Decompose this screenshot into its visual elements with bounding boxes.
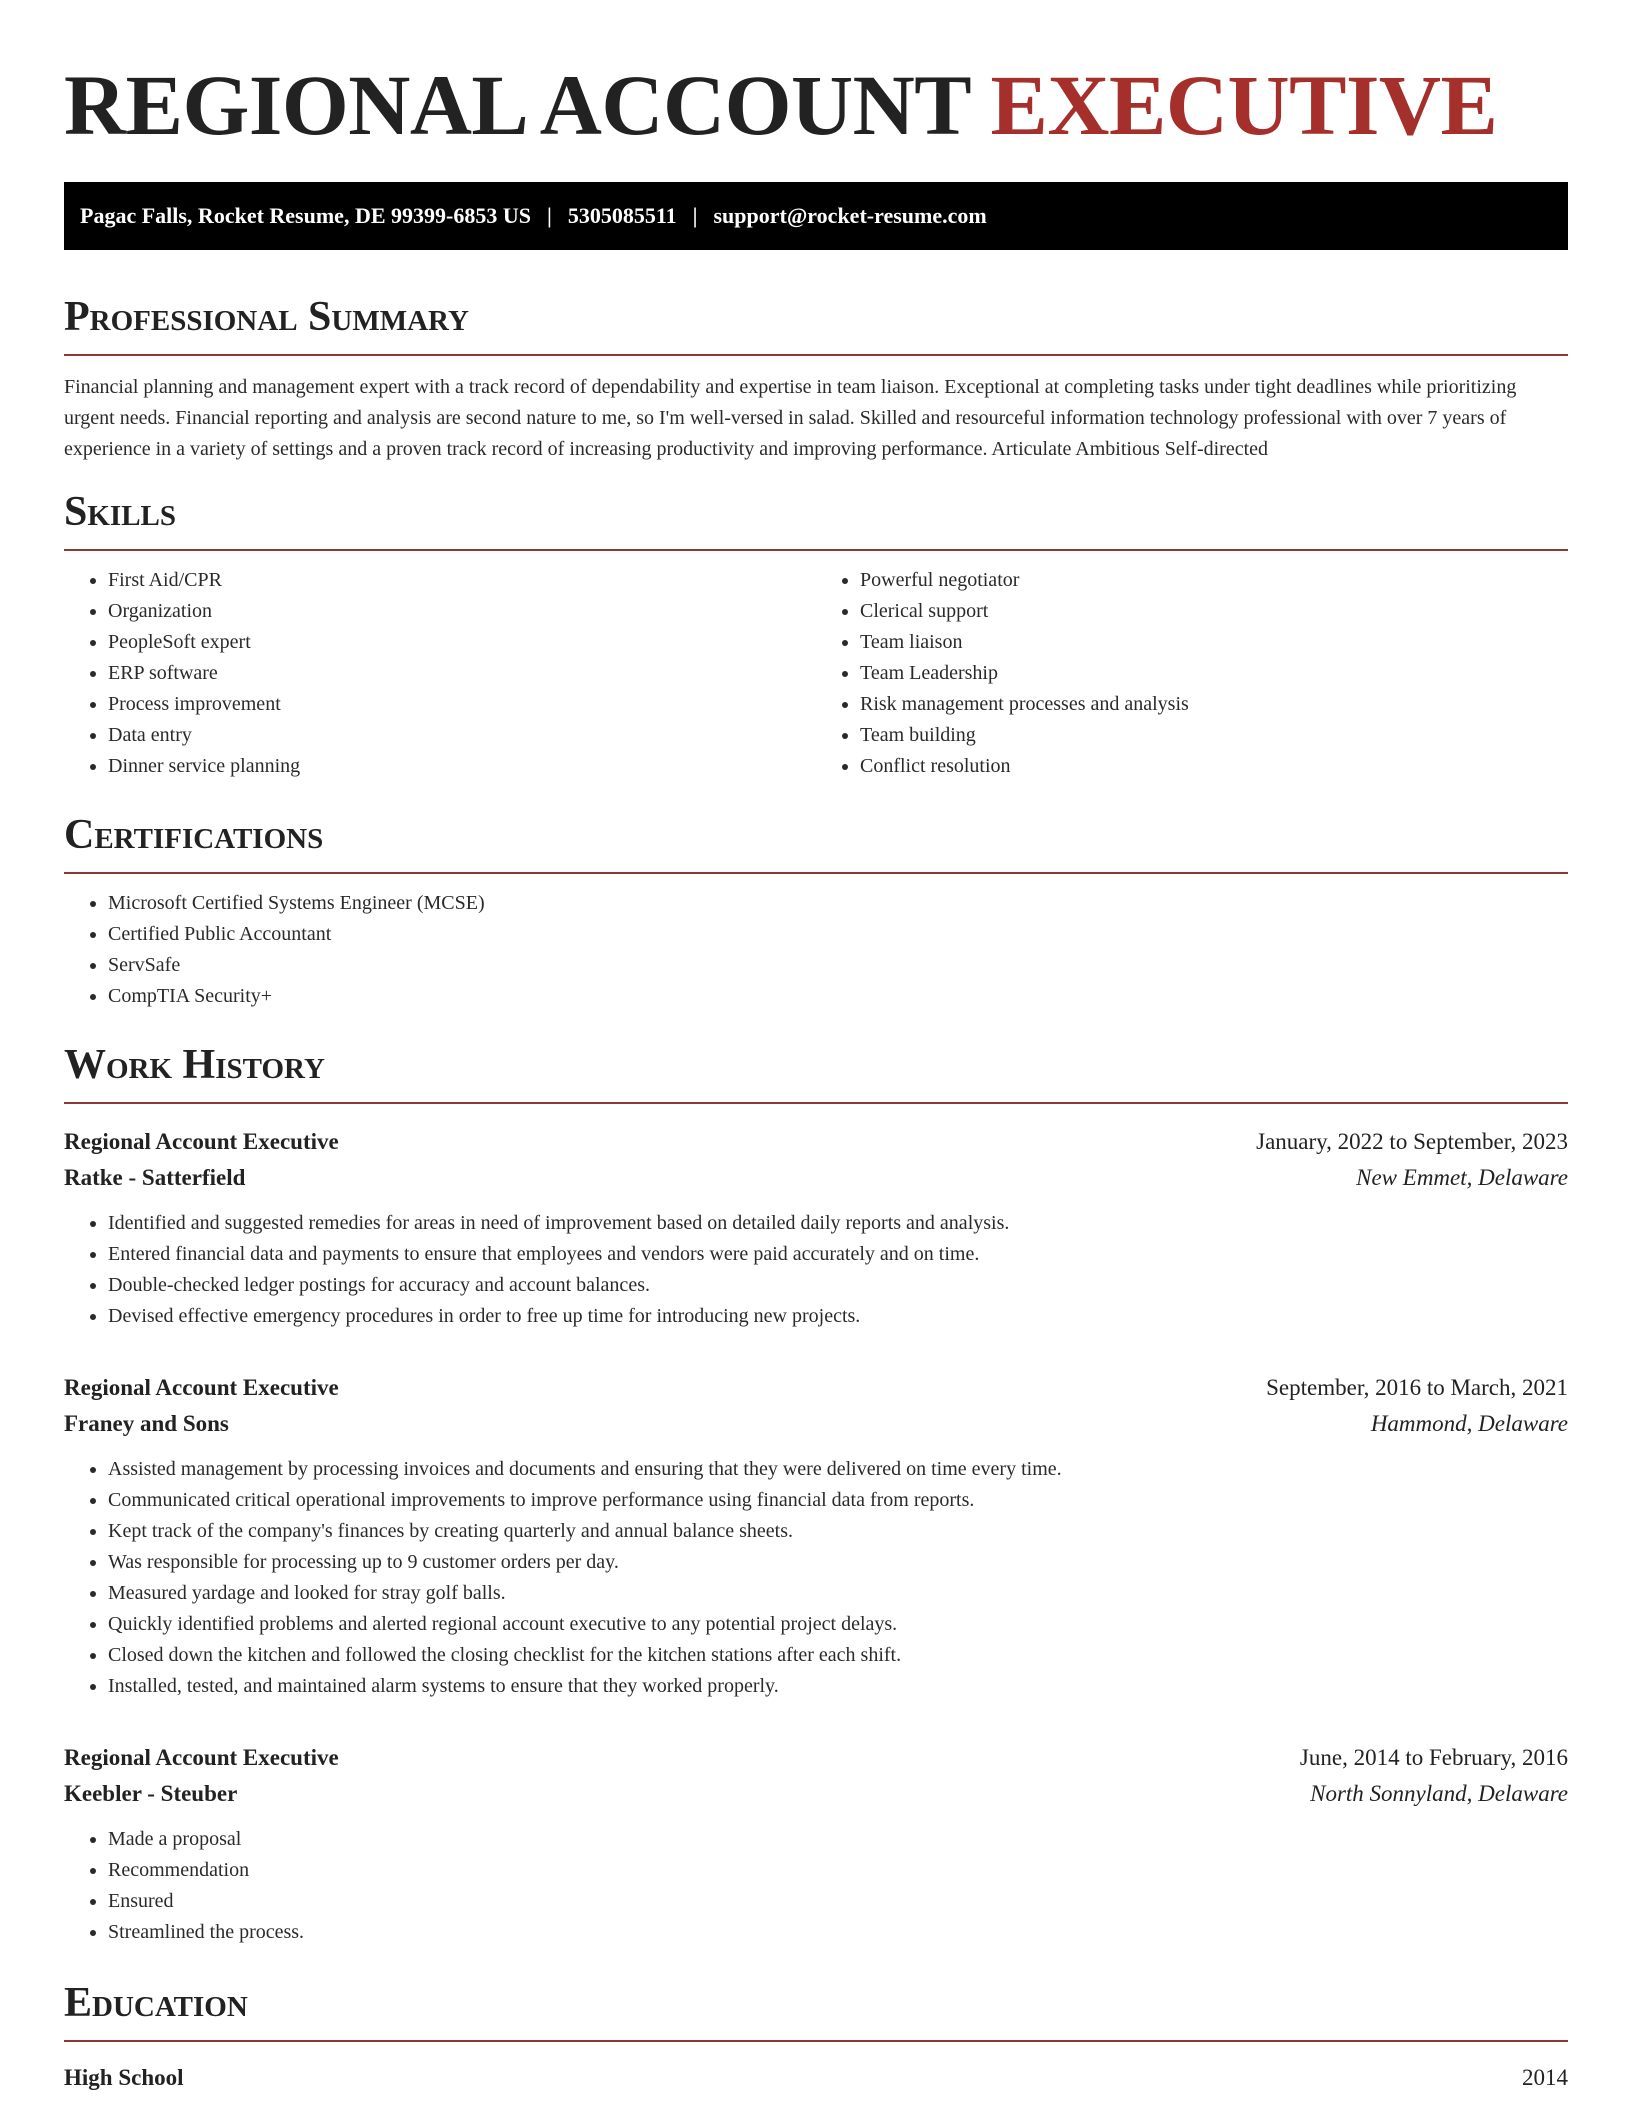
job-company: Ratke - Satterfield <box>64 1165 246 1190</box>
certification-item: • Microsoft Certified Systems Engineer (MCSE) <box>108 888 1568 919</box>
skill-item: • Process improvement <box>108 689 816 720</box>
certification-item: • Certified Public Accountant <box>108 919 1568 950</box>
job-title: Regional Account Executive <box>64 1129 339 1154</box>
job-entry <box>64 1124 1568 1332</box>
certifications-list <box>64 888 1568 1012</box>
contact-bar <box>64 182 1568 250</box>
education-degree: High School <box>64 2065 184 2090</box>
job-bullet: • Kept track of the company's finances by creating quarterly and annual balance sheets. <box>108 1516 1568 1547</box>
contact-phone: 5305085511 <box>567 203 677 228</box>
skill-item: • First Aid/CPR <box>108 565 816 596</box>
contact-separator: | <box>546 203 552 228</box>
job-row-title <box>64 1740 1568 1776</box>
job-bullet: • Installed, tested, and maintained alarm systems to ensure that they worked properly. <box>108 1671 1568 1702</box>
skill-item: • Data entry <box>108 720 816 751</box>
job-row-company <box>64 1160 1568 1196</box>
skill-item: • PeopleSoft expert <box>108 627 816 658</box>
skill-item: • Dinner service planning <box>108 751 816 782</box>
job-bullets <box>64 1208 1568 1332</box>
job-bullets <box>64 1454 1568 1702</box>
summary-section <box>64 296 1568 465</box>
job-bullet: • Double-checked ledger postings for accuracy and account balances. <box>108 1270 1568 1301</box>
contact-email: support@rocket-resume.com <box>713 203 987 228</box>
skill-item: • Clerical support <box>860 596 1568 627</box>
certifications-heading: Certifications <box>64 814 1568 874</box>
skill-item: • Organization <box>108 596 816 627</box>
work-history-heading: Work History <box>64 1044 1568 1104</box>
title-main: REGIONAL ACCOUNT <box>64 57 970 153</box>
certification-item: • CompTIA Security+ <box>108 981 1568 1012</box>
contact-address: Pagac Falls, Rocket Resume, DE 99399-6853 US <box>80 203 531 228</box>
job-title: Regional Account Executive <box>64 1745 339 1770</box>
job-company: Keebler - Steuber <box>64 1781 238 1806</box>
job-location: North Sonnyland, Delaware <box>1310 1781 1568 1806</box>
job-bullet: • Measured yardage and looked for stray golf balls. <box>108 1578 1568 1609</box>
job-bullet: • Devised effective emergency procedures in order to free up time for introducing new projects. <box>108 1301 1568 1332</box>
job-bullet: • Entered financial data and payments to ensure that employees and vendors were paid accurately and on time. <box>108 1239 1568 1270</box>
contact-separator: | <box>692 203 698 228</box>
job-row-title <box>64 1124 1568 1160</box>
skills-heading: Skills <box>64 491 1568 551</box>
job-bullet: • Quickly identified problems and alerted regional account executive to any potential project delays. <box>108 1609 1568 1640</box>
job-location: Hammond, Delaware <box>1370 1411 1568 1436</box>
title-accent: EXECUTIVE <box>990 57 1498 153</box>
skills-section <box>64 491 1568 782</box>
summary-heading: Professional Summary <box>64 296 1568 356</box>
job-entry <box>64 1370 1568 1702</box>
job-bullet: • Made a proposal <box>108 1824 1568 1855</box>
job-entry <box>64 1740 1568 1948</box>
job-bullet: • Identified and suggested remedies for areas in need of improvement based on detailed daily reports and analysis. <box>108 1208 1568 1239</box>
skill-item: • Powerful negotiator <box>860 565 1568 596</box>
job-dates: January, 2022 to September, 2023 <box>1256 1129 1568 1154</box>
skill-item: • Risk management processes and analysis <box>860 689 1568 720</box>
skill-item: • Team building <box>860 720 1568 751</box>
certifications-section <box>64 814 1568 1012</box>
job-company: Franey and Sons <box>64 1411 229 1436</box>
job-dates: June, 2014 to February, 2016 <box>1299 1745 1568 1770</box>
job-row-company <box>64 1406 1568 1442</box>
education-heading: Education <box>64 1982 1568 2042</box>
skills-grid <box>64 551 1568 782</box>
job-bullet: • Streamlined the process. <box>108 1917 1568 1948</box>
job-bullet: • Assisted management by processing invoices and documents and ensuring that they were delivered on time every time. <box>108 1454 1568 1485</box>
job-location: New Emmet, Delaware <box>1356 1165 1568 1190</box>
skill-item: • Conflict resolution <box>860 751 1568 782</box>
job-bullet: • Communicated critical operational improvements to improve performance using financial data from reports. <box>108 1485 1568 1516</box>
education-year: 2014 <box>1522 2065 1568 2090</box>
education-section <box>64 1982 1568 2096</box>
skill-item: • Team liaison <box>860 627 1568 658</box>
job-bullet: • Closed down the kitchen and followed the closing checklist for the kitchen stations after each shift. <box>108 1640 1568 1671</box>
job-row-title <box>64 1370 1568 1406</box>
work-history-section <box>64 1044 1568 1948</box>
job-bullet: • Was responsible for processing up to 9 customer orders per day. <box>108 1547 1568 1578</box>
education-row <box>64 2060 1568 2096</box>
job-bullets <box>64 1824 1568 1948</box>
job-title: Regional Account Executive <box>64 1375 339 1400</box>
job-bullet: • Recommendation <box>108 1855 1568 1886</box>
certification-item: • ServSafe <box>108 950 1568 981</box>
job-bullet: • Ensured <box>108 1886 1568 1917</box>
resume-title <box>64 57 1568 153</box>
education-entry <box>64 2060 1568 2096</box>
skills-list-right <box>816 565 1568 782</box>
skill-item: • ERP software <box>108 658 816 689</box>
skill-item: • Team Leadership <box>860 658 1568 689</box>
summary-text: Financial planning and management expert with a track record of dependability and expertise in team liaison. Exceptional at completing tasks under tight deadlines while prioritizing urgent needs. Financial reporting and analysis are second nature to me, so I'm well-versed in salad. Skilled and resourceful information technology professional with over 7 years of experience in a variety of settings and a proven track record of increasing productivity and improving performance. Articulate Ambitious Self-directed <box>64 376 1517 460</box>
skills-list-left <box>64 565 816 782</box>
job-row-company <box>64 1776 1568 1812</box>
job-dates: September, 2016 to March, 2021 <box>1266 1375 1568 1400</box>
